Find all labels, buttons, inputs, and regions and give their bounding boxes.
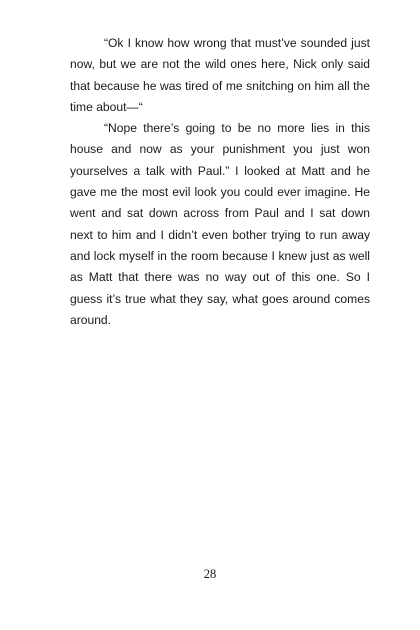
paragraph-2: “Nope there’s going to be no more lies in this house and now as your punishment you just won yourselves a talk with Paul.” I looked at Matt and he gave me the most evil look you could ever imagine. He went and sat down across from Paul and I sat down next to him and I didn’t even bother trying to run away and lock myself in the room because I knew just as well as Matt that there was no way out of this one. So I guess it’s true what they say, what goes around comes around. [70,121,370,327]
body-text [70,33,370,331]
page-number: 28 [203,567,217,581]
paragraph-1: “Ok I know how wrong that must’ve sounded just now, but we are not the wild ones here, Nick only said that because he was tired of me snitching on him all the time about—“ [70,36,370,114]
